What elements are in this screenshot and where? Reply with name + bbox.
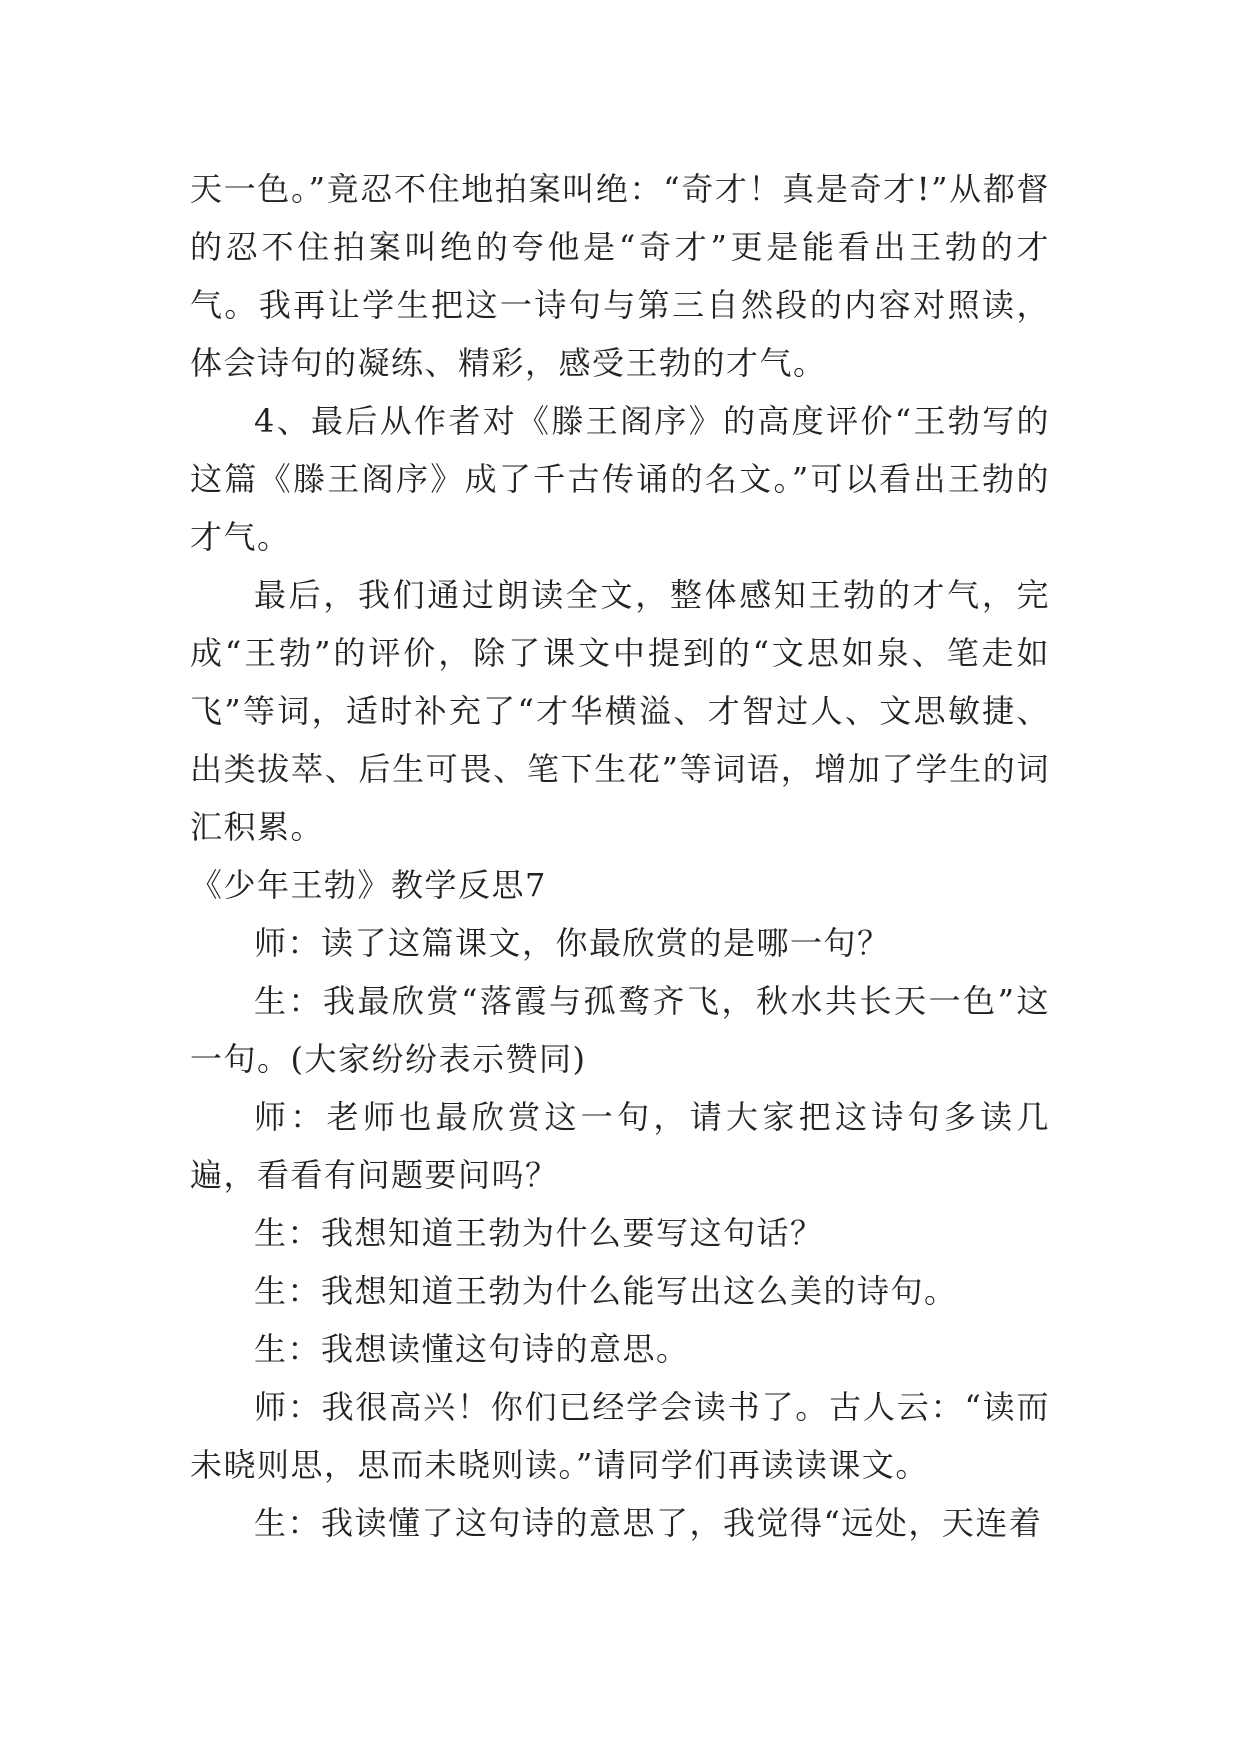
dialogue-line: 师：我很高兴！你们已经学会读书了。古人云：“读而未晓则思，思而未晓则读。”请同学们再读读课文。 [190,1388,1050,1484]
dialogue-line: 师：老师也最欣赏这一句，请大家把这诗句多读几遍，看看有问题要问吗？ [190,1098,1050,1194]
paragraph-continuation: 天一色。”竟忍不住地拍案叫绝：“奇才！真是奇才!”从都督的忍不住拍案叫绝的夸他是“奇才”更是能看出王勃的才气。我再让学生把这一诗句与第三自然段的内容对照读，体会诗句的凝练、精彩，感受王勃的才气。 [190,170,1050,382]
paragraph-point-4: 4、最后从作者对《滕王阁序》的高度评价“王勃写的这篇《滕王阁序》成了千古传诵的名文。”可以看出王勃的才气。 [190,402,1050,556]
document-body [190,160,1050,1552]
dialogue-line: 师：读了这篇课文，你最欣赏的是哪一句？ [254,924,891,962]
dialogue-line: 生：我最欣赏“落霞与孤鹜齐飞，秋水共长天一色”这一句。(大家纷纷表示赞同) [190,982,1050,1078]
section-title: 《少年王勃》教学反思7 [190,866,547,904]
dialogue-line: 生：我想知道王勃为什么能写出这么美的诗句。 [254,1272,958,1310]
dialogue-line: 生：我想读懂这句诗的意思。 [254,1330,690,1368]
paragraph-summary: 最后，我们通过朗读全文，整体感知王勃的才气，完成“王勃”的评价，除了课文中提到的“文思如泉、笔走如飞”等词，适时补充了“才华横溢、才智过人、文思敏捷、出类拔萃、后生可畏、笔下生花”等词语，增加了学生的词汇积累。 [190,576,1050,846]
dialogue-line: 生：我想知道王勃为什么要写这句话？ [254,1214,824,1252]
dialogue-line: 生：我读懂了这句诗的意思了，我觉得“远处，天连着 [254,1504,1043,1542]
